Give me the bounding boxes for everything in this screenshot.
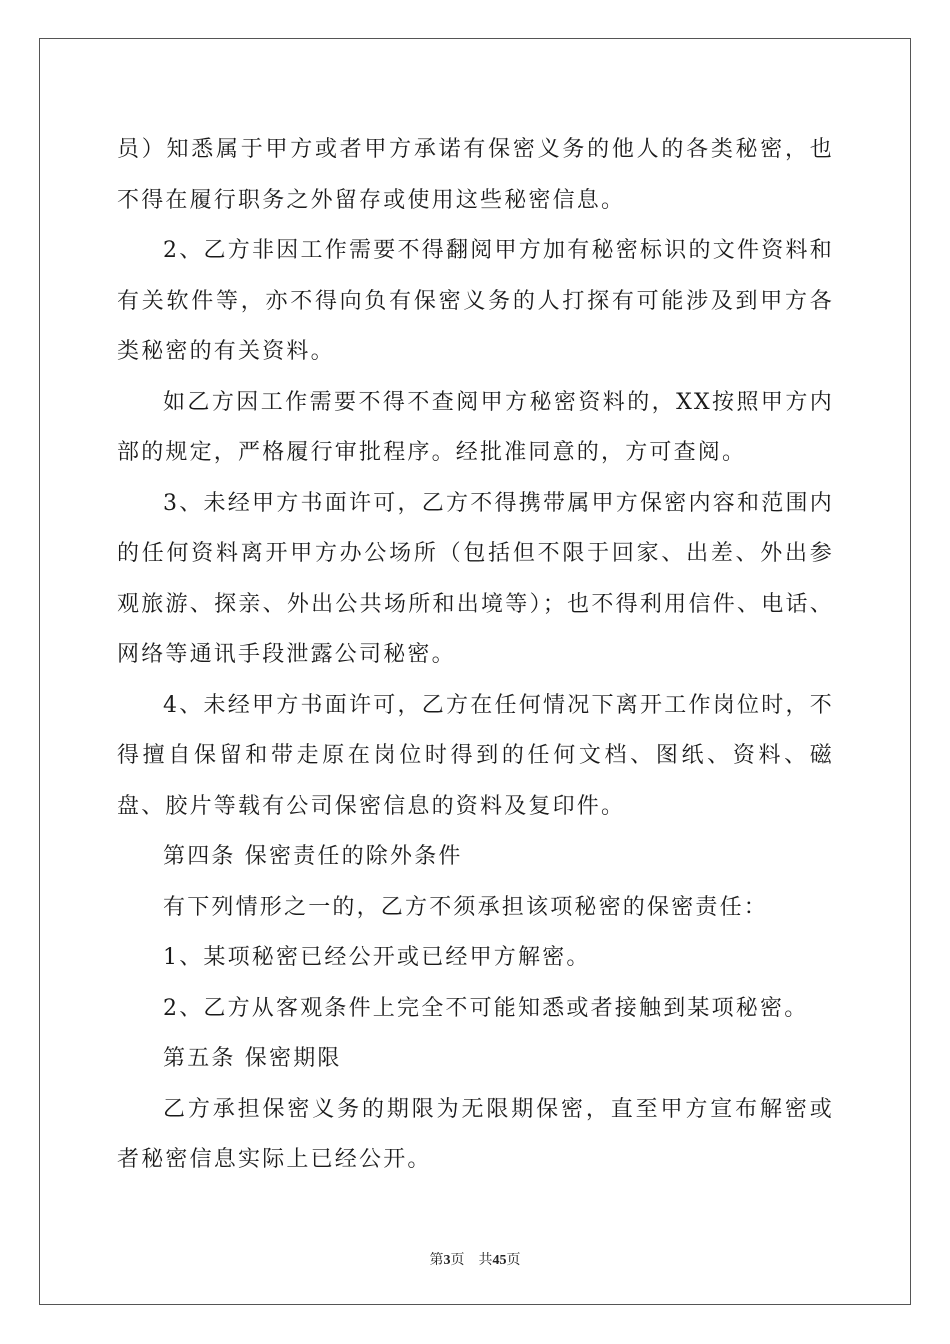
footer-page-suffix: 页: [450, 1253, 465, 1268]
footer-total-pages: 45: [492, 1253, 507, 1268]
section-heading-5: 第五条 保密期限: [163, 1046, 342, 1071]
page-footer: [0, 1249, 950, 1269]
paragraph-8: 1、某项秘密已经公开或已经甲方解密。: [163, 945, 591, 970]
paragraph-9: 2、乙方从客观条件上完全不可能知悉或者接触到某项秘密。: [163, 995, 809, 1021]
section-heading-4: 第四条 保密责任的除外条件: [163, 844, 463, 869]
footer-total-prefix: 共: [478, 1253, 493, 1268]
footer-total-suffix: 页: [506, 1253, 521, 1268]
document-body: [117, 125, 834, 1186]
footer-page-prefix: 第: [429, 1253, 444, 1268]
paragraph-7: 有下列情形之一的，乙方不须承担该项秘密的保密责任：: [163, 894, 769, 920]
paragraph-1: 员）知悉属于甲方或者甲方承诺有保密义务的他人的各类秘密，也不得在履行职务之外留存或使用这些秘密信息。: [117, 137, 834, 213]
footer-page-number: 3: [443, 1253, 451, 1268]
paragraph-11: 乙方承担保密义务的期限为无限期保密，直至甲方宣布解密或者秘密信息实际上已经公开。: [117, 1096, 834, 1172]
paragraph-5: 4、未经甲方书面许可，乙方在任何情况下离开工作岗位时，不得擅自保留和带走原在岗位时得到的任何文档、图纸、资料、磁盘、胶片等载有公司保密信息的资料及复印件。: [117, 692, 834, 819]
paragraph-4: 3、未经甲方书面许可，乙方不得携带属甲方保密内容和范围内的任何资料离开甲方办公场所（包括但不限于回家、出差、外出参观旅游、探亲、外出公共场所和出境等）；也不得利用信件、电话、网络等通讯手段泄露公司秘密。: [117, 490, 834, 667]
paragraph-3: 如乙方因工作需要不得不查阅甲方秘密资料的，XX按照甲方内部的规定，严格履行审批程序。经批准同意的，方可查阅。: [117, 389, 834, 465]
paragraph-2: 2、乙方非因工作需要不得翻阅甲方加有秘密标识的文件资料和有关软件等，亦不得向负有保密义务的人打探有可能涉及到甲方各类秘密的有关资料。: [117, 238, 834, 364]
